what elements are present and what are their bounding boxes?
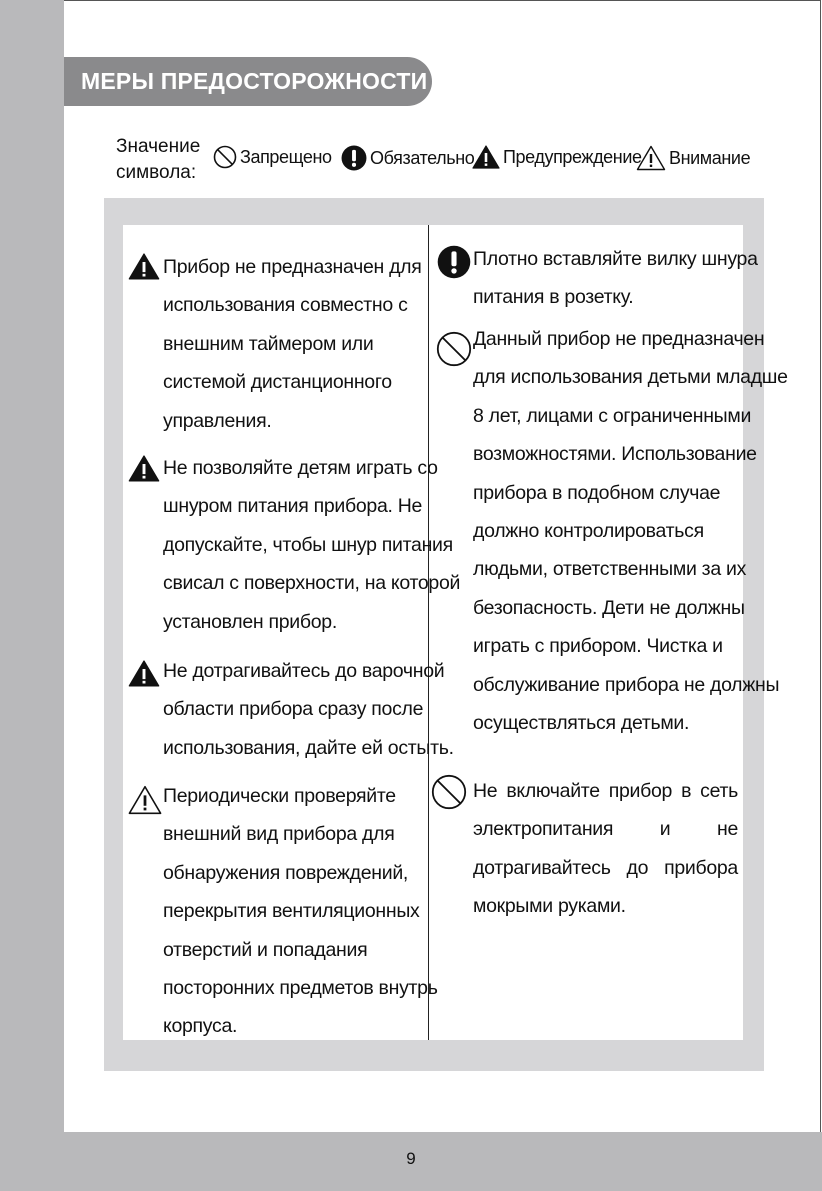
section-title: МЕРЫ ПРЕДОСТОРОЖНОСТИ	[64, 57, 432, 106]
legend-caution	[636, 145, 750, 171]
left-note-4	[163, 777, 438, 1046]
note-line: Не позволяйте детям играть со	[163, 457, 438, 479]
mandatory-icon	[341, 145, 367, 171]
note-word: не	[716, 818, 738, 841]
prohibited-icon	[213, 145, 237, 169]
prohibited-icon	[431, 774, 467, 810]
note-word: в	[681, 780, 692, 802]
note-word: сеть	[700, 780, 738, 802]
note-line: людьми, ответственными за их	[473, 558, 747, 581]
note-word: включайте	[506, 780, 600, 802]
note-word: прибора	[664, 856, 738, 879]
note-word: электропитания	[473, 818, 614, 841]
note-line: использования, дайте ей остыть.	[163, 736, 454, 759]
note-line: 8 лет, лицами с ограниченными	[473, 404, 752, 427]
note-line: питания в розетку.	[473, 286, 634, 309]
note-line: обнаружения повреждений,	[163, 861, 409, 884]
note-line	[473, 849, 738, 887]
legend-mandatory-label: Обязательно	[370, 147, 475, 168]
note-line: свисал с поверхности, на которой	[163, 572, 461, 595]
note-line: использования совместно с	[163, 294, 408, 317]
note-line: установлен прибор.	[163, 610, 337, 633]
note-word: Не	[473, 780, 498, 802]
note-line: Периодически проверяйте	[163, 785, 396, 807]
danger-icon	[472, 145, 500, 169]
danger-icon	[128, 253, 160, 280]
note-line: играть с прибором. Чистка и	[473, 635, 723, 658]
legend-prohibited	[213, 145, 332, 169]
note-line: должно контролироваться	[473, 520, 704, 543]
note-line: Плотно вставляйте вилку шнура	[473, 248, 758, 270]
legend-danger	[472, 145, 642, 169]
right-note-3	[473, 772, 738, 926]
note-line: Прибор не предназначен для	[163, 256, 422, 278]
note-line: управления.	[163, 409, 272, 432]
note-line: осуществляться детьми.	[473, 712, 690, 735]
note-word: прибор	[608, 780, 673, 802]
mandatory-icon	[437, 245, 471, 279]
left-margin-strip	[0, 0, 64, 1191]
note-line: возможностями. Использование	[473, 443, 757, 466]
note-line: внешний вид прибора для	[163, 823, 395, 846]
legend-prohibited-label: Запрещено	[240, 146, 332, 167]
right-note-1	[473, 240, 758, 317]
caution-icon	[127, 785, 163, 815]
note-line: допускайте, чтобы шнур питания	[163, 533, 453, 556]
note-word: дотрагивайтесь	[473, 856, 611, 879]
note-line	[473, 810, 738, 848]
legend-caution-label: Внимание	[669, 147, 751, 168]
right-note-2	[473, 320, 788, 742]
note-line	[473, 772, 738, 810]
note-line: отверстий и попадания	[163, 938, 368, 961]
legend-mandatory	[341, 145, 474, 171]
note-line: Данный прибор не предназначен	[473, 328, 765, 350]
note-word: и	[659, 818, 671, 841]
caution-icon	[636, 145, 666, 171]
note-line: мокрыми руками.	[473, 895, 626, 918]
note-line: посторонних предметов внутрь	[163, 977, 438, 1000]
left-note-1	[163, 248, 422, 440]
note-line: внешним таймером или	[163, 332, 374, 355]
note-line: области прибора сразу после	[163, 698, 424, 721]
left-note-3	[163, 652, 454, 767]
danger-icon	[128, 660, 160, 687]
danger-icon	[128, 455, 160, 482]
legend-danger-label: Предупреждение	[503, 146, 642, 167]
note-line: для использования детьми младше	[473, 366, 788, 389]
left-note-2	[163, 449, 460, 641]
legend-label-line1: Значение	[116, 136, 201, 157]
note-line: перекрытия вентиляционных	[163, 900, 420, 923]
note-line: безопасность. Дети не должны	[473, 596, 745, 619]
legend-label-line2: символа:	[116, 162, 197, 183]
note-line: корпуса.	[163, 1015, 238, 1038]
note-line: Не дотрагивайтесь до варочной	[163, 660, 445, 682]
page-number: 9	[406, 1149, 416, 1168]
note-line: прибора в подобном случае	[473, 481, 721, 504]
note-word: до	[626, 856, 649, 879]
note-line: обслуживание прибора не должны	[473, 673, 780, 696]
note-line: системой дистанционного	[163, 371, 392, 394]
legend-label	[116, 134, 200, 186]
note-line: шнуром питания прибора. Не	[163, 495, 423, 518]
prohibited-icon	[436, 331, 472, 367]
